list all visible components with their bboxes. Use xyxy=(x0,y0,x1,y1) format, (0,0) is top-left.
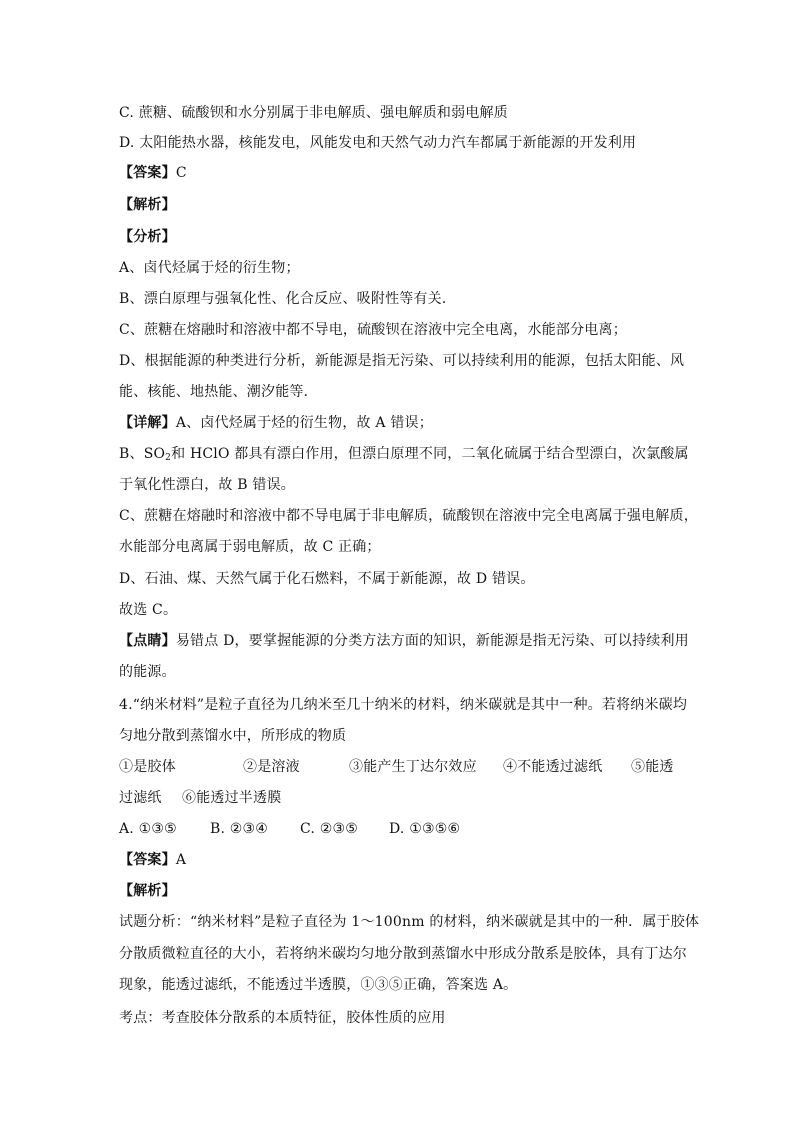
dianjing-first: 易错点 D，要掌握能源的分类方法方面的知识，新能源是指无污染、可以持续利用 xyxy=(175,633,689,649)
q4-choice: A. ①③⑤ xyxy=(119,821,177,837)
q4-stem-line: 4.“纳米材料”是粒子直径为几纳米至几十纳米的材料，纳米碳就是其中一种。若将纳米碳均 xyxy=(119,697,688,713)
q4-explain-line: 现象，能透过滤纸，不能透过半透膜，①③⑤正确，答案选 A。 xyxy=(119,977,518,993)
jiexi-tag: 【解析】 xyxy=(119,197,176,213)
detail-line: 故选 C。 xyxy=(119,602,178,618)
analysis-line: B、漂白原理与强氧化性、化合反应、吸附性等有关． xyxy=(119,291,457,307)
q4-answer-line xyxy=(119,850,186,870)
q4-item: ①是胶体 xyxy=(119,759,176,775)
analysis-line: 能、核能、地热能、潮汐能等． xyxy=(119,384,318,400)
q4-explain-line: 分散质微粒直径的大小，若将纳米碳均匀地分散到蒸馏水中形成分散系是胶体，具有丁达尔 xyxy=(119,946,687,962)
option-c: C. 蔗糖、硫酸钡和水分别属于非电解质、强电解质和弱电解质 xyxy=(119,105,508,121)
q4-explain-line: 试题分析：“纳米材料”是粒子直径为 1～100nm 的材料，纳米碳就是其中的一种．属于胶体 xyxy=(119,914,700,930)
q4-answer-value: A xyxy=(175,852,187,868)
analysis-line: A、卤代烃属于烃的衍生物； xyxy=(119,260,300,276)
detail-line: 于氧化性漂白，故 B 错误。 xyxy=(119,477,295,493)
q4-items-line xyxy=(119,788,281,808)
q4-stem-line: 匀地分散到蒸馏水中，所形成的物质 xyxy=(119,728,347,744)
detail-line: D、石油、煤、天然气属于化石燃料，不属于新能源，故 D 错误。 xyxy=(119,571,535,587)
detail-first: A、卤代烃属于烃的衍生物，故 A 错误； xyxy=(175,415,433,431)
detail-tag: 【详解】 xyxy=(119,415,176,431)
detail-b-rest: 和 HClO 都具有漂白作用，但漂白原理不同，二氧化硫属于结合型漂白，次氯酸属 xyxy=(171,446,689,462)
q4-item: ④不能透过滤纸 xyxy=(503,759,603,775)
dianjing-second: 的能源。 xyxy=(119,664,176,680)
q4-item: ②是溶液 xyxy=(243,759,300,775)
detail-b-prefix: B、SO xyxy=(119,446,166,462)
q4-choices xyxy=(119,819,460,839)
analysis-line: C、蔗糖在熔融时和溶液中都不导电，硫酸钡在溶液中完全电离，水能部分电离； xyxy=(119,322,627,338)
q4-jiexi-tag: 【解析】 xyxy=(119,883,176,899)
q4-choice: B. ②③④ xyxy=(210,821,269,837)
q4-item: 过滤纸 xyxy=(119,790,162,806)
dianjing-tag: 【点睛】 xyxy=(119,633,176,649)
q4-item: ⑥能透过半透膜 xyxy=(182,790,282,806)
analysis-line: D、根据能源的种类进行分析，新能源是指无污染、可以持续利用的能源，包括太阳能、风 xyxy=(119,353,685,369)
q4-choice: C. ②③⑤ xyxy=(300,821,358,837)
detail-line: 水能部分电离属于弱电解质，故 C 正确； xyxy=(119,539,381,555)
fenxi-tag: 【分析】 xyxy=(119,229,176,245)
option-d: D. 太阳能热水器，核能发电，风能发电和天然气动力汽车都属于新能源的开发利用 xyxy=(119,135,637,151)
q4-item: ⑤能透 xyxy=(631,759,674,775)
detail-b-sub: 2 xyxy=(165,453,172,463)
answer-value: C xyxy=(175,165,187,181)
dianjing-line xyxy=(119,631,689,651)
answer-line xyxy=(119,163,187,183)
q4-items-line xyxy=(119,757,674,777)
q4-explain-line: 考点：考查胶体分散系的本质特征，胶体性质的应用 xyxy=(119,1010,446,1026)
q4-item: ③能产生丁达尔效应 xyxy=(349,759,477,775)
q4-choice: D. ①③⑤⑥ xyxy=(389,821,461,837)
detail-line-a xyxy=(119,413,433,433)
answer-tag: 【答案】 xyxy=(119,165,176,181)
detail-line-b xyxy=(119,444,689,468)
q4-answer-tag: 【答案】 xyxy=(119,852,176,868)
detail-line: C、蔗糖在熔融时和溶液中都不导电属于非电解质，硫酸钡在溶液中完全电离属于强电解质， xyxy=(119,508,698,524)
